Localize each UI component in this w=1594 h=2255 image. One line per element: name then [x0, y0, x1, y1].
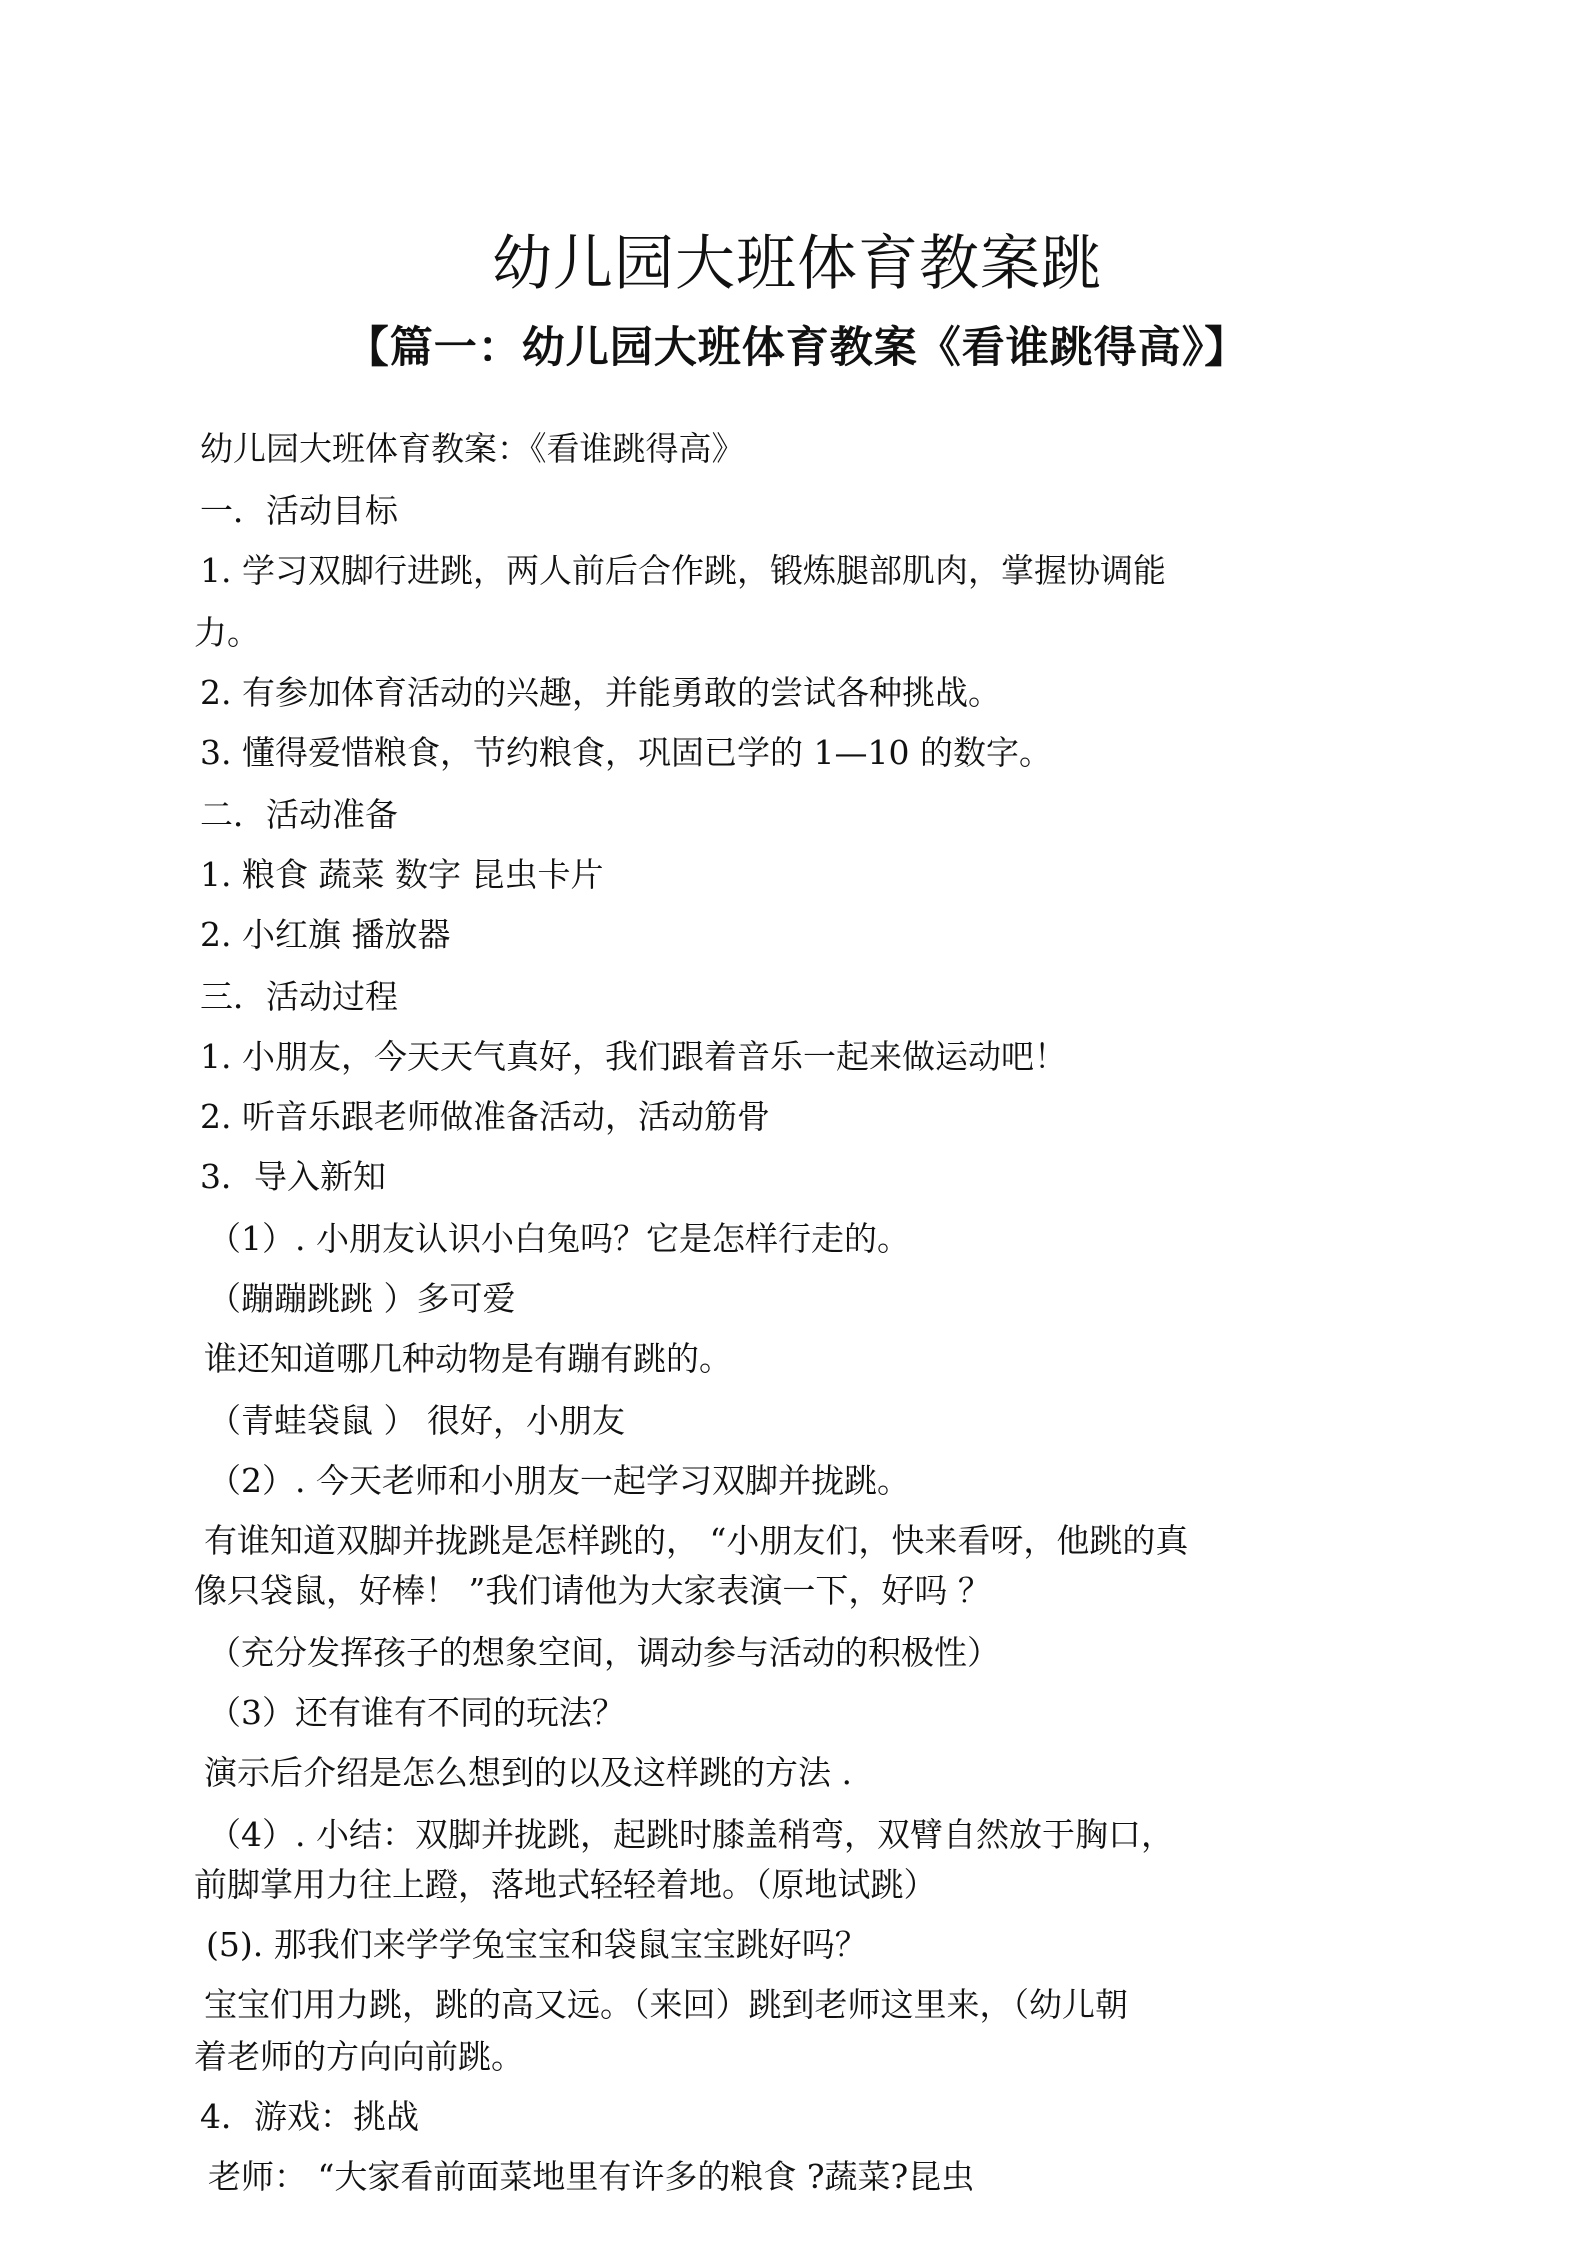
- text-line: （2）. 今天老师和小朋友一起学习双脚并拢跳。: [208, 1461, 910, 1500]
- text-line: 谁还知道哪几种动物是有蹦有跳的。: [204, 1339, 732, 1378]
- text-line: 有谁知道双脚并拢跳是怎样跳的， “小朋友们，快来看呀，他跳的真: [204, 1521, 1189, 1560]
- text-line: 1. 学习双脚行进跳，两人前后合作跳，锻炼腿部肌肉，掌握协调能: [200, 551, 1166, 590]
- text-line: （青蛙袋鼠 ） 很好，小朋友: [208, 1401, 625, 1440]
- text-line: 宝宝们用力跳，跳的高又远。（来回）跳到老师这里来，（幼儿朝: [204, 1985, 1128, 2024]
- text-line: 2. 有参加体育活动的兴趣，并能勇敢的尝试各种挑战。: [200, 673, 1001, 712]
- text-line: 3．导入新知: [200, 1157, 386, 1196]
- text-line: 二．活动准备: [200, 795, 398, 834]
- text-line: 像只袋鼠，好棒！ ”我们请他为大家表演一下，好吗 ？: [194, 1571, 991, 1610]
- text-line: （4）. 小结：双脚并拢跳，起跳时膝盖稍弯，双臂自然放于胸口，: [208, 1815, 1174, 1854]
- text-line: 2. 听音乐跟老师做准备活动，活动筋骨: [200, 1097, 770, 1136]
- text-line: 2. 小红旗 播放器: [200, 915, 451, 954]
- text-line: 4．游戏：挑战: [200, 2097, 419, 2136]
- text-line: 老师： “大家看前面菜地里有许多的粮食 ?蔬菜?昆虫: [208, 2157, 975, 2196]
- text-line: (5). 那我们来学学兔宝宝和袋鼠宝宝跳好吗？: [206, 1925, 868, 1964]
- text-line: （充分发挥孩子的想象空间，调动参与活动的积极性）: [208, 1633, 1000, 1672]
- text-line: （1）. 小朋友认识小白兔吗？它是怎样行走的。: [208, 1219, 910, 1258]
- text-line: （3）还有谁有不同的玩法？: [208, 1693, 625, 1732]
- text-line: 前脚掌用力往上蹬，落地式轻轻着地。（原地试跳）: [194, 1865, 937, 1904]
- text-line: 力。: [194, 613, 260, 652]
- text-line: 1. 粮食 蔬菜 数字 昆虫卡片: [200, 855, 604, 894]
- document-title: 幼儿园大班体育教案跳: [492, 229, 1102, 299]
- document-subtitle: 【篇一：幼儿园大班体育教案《看谁跳得高》】: [345, 323, 1249, 373]
- text-line: 幼儿园大班体育教案：《看谁跳得高》: [200, 429, 745, 468]
- text-line: 一．活动目标: [200, 491, 398, 530]
- text-line: 1. 小朋友，今天天气真好，我们跟着音乐一起来做运动吧！: [200, 1037, 1067, 1076]
- text-line: 着老师的方向向前跳。: [194, 2037, 524, 2076]
- text-line: 三．活动过程: [200, 977, 398, 1016]
- text-line: 演示后介绍是怎么想到的以及这样跳的方法 .: [204, 1753, 852, 1792]
- text-line: （蹦蹦跳跳 ）多可爱: [208, 1279, 516, 1318]
- text-line: 3. 懂得爱惜粮食，节约粮食，巩固已学的 1—10 的数字。: [200, 733, 1052, 772]
